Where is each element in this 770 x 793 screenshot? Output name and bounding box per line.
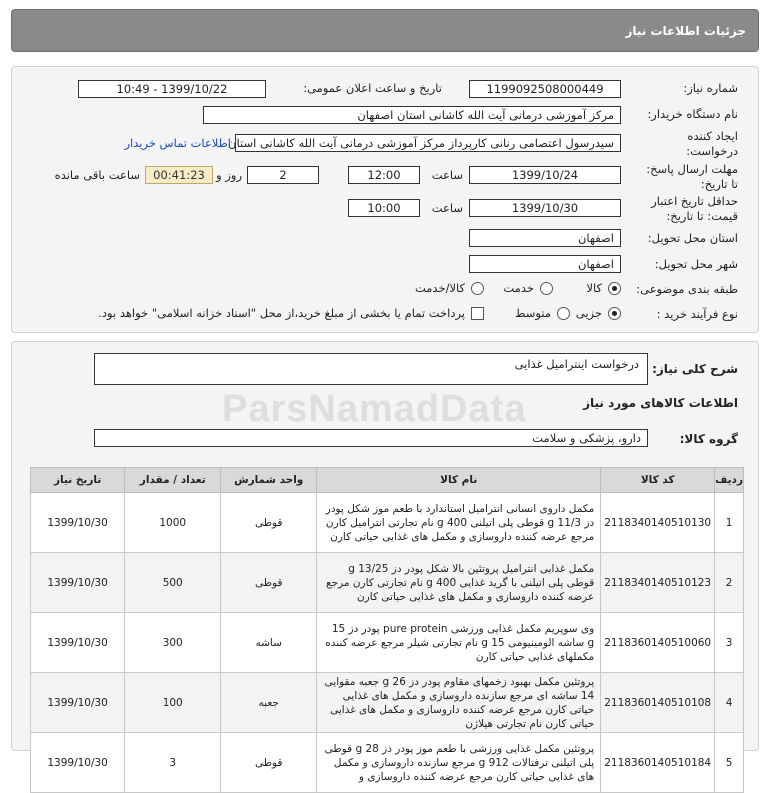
process-radio-minor[interactable] [576,306,621,320]
col-qty-header: تعداد / مقدار [125,468,221,493]
buyer-contact-link[interactable]: اطلاعات تماس خریدار [124,136,231,150]
row-qty: 100 [125,673,221,733]
buyer-field: مرکز آموزشی درمانی آیت الله کاشانی استان اصفهان [203,106,621,124]
city-label: شهر محل تحویل: [654,257,738,271]
validity-label-2: قیمت: تا تاریخ: [666,209,738,223]
radio-selected-icon[interactable] [608,307,621,320]
row-unit: قوطی [221,733,317,793]
col-date-header: تاریخ نیاز [31,468,125,493]
row-index: 5 [715,733,744,793]
table-row[interactable] [31,553,744,613]
row-name-cell [317,673,601,733]
goods-table [30,467,744,793]
col-index-header: ردیف [715,468,744,493]
row-name-cell [317,613,601,673]
row-date: 1399/10/30 [31,613,125,673]
goods-group-label: گروه کالا: [679,432,738,446]
category-radio-service[interactable] [503,281,553,295]
row-date: 1399/10/30 [31,553,125,613]
validity-time-label: ساعت [431,201,463,215]
table-row[interactable] [31,613,744,673]
row-unit: ساشه [221,613,317,673]
radio-unselected-icon[interactable] [540,282,553,295]
row-name: پروتئین مکمل بهبود زخمهای مقاوم پودر دز 26 g جعبه مقوایی 14 ساشه ای مرجع سازنده داروسازی و مکمل های غذایی حیاتی کارن مرجع عرضه کننده داروسازی و مکمل های غذایی حیاتی کارن نام تجارتی هیلاژن [324,675,595,730]
row-index: 1 [715,493,744,553]
row-name: مکمل داروی انسانی انترامیل استاندارد با طعم موز شکل پودر دز 11/3 g قوطی پلی اتیلنی 400 g نام تجارتی انترامیل کارن مرجع عرضه کننده داروسازی و مکمل های غذایی حیاتی کارن [325,502,595,543]
row-name-cell [317,733,601,793]
process-radio-medium[interactable] [515,306,570,320]
remaining-timer: 00:41:23 [145,166,213,184]
row-code: 2118360140510108 [601,673,715,733]
province-field: اصفهان [469,229,621,247]
need-desc-field: درخواست اینترامیل غذایی [94,353,648,385]
category-radio-goods-service[interactable] [415,281,484,295]
goods-group-field: دارو، پزشکی و سلامت [94,429,648,447]
need-desc-label: شرح کلی نیاز: [652,362,738,376]
row-unit: قوطی [221,553,317,613]
row-code: 2118360140510184 [601,733,715,793]
radio-selected-icon[interactable] [608,282,621,295]
creator-label-2: درخواست: [686,144,738,158]
row-name: پروتئین مکمل غذایی ورزشی با طعم موز پودر دز 28 g قوطی پلی اتیلنی ترفتالات 912 g مرجع سازنده داروسازی و مکمل های غذایی حیاتی کارن مرجع عرضه کننده داروسازی و [324,742,595,783]
table-row[interactable] [31,733,744,793]
send-time-label: ساعت [431,168,463,182]
validity-date-field: 1399/10/30 [469,199,621,217]
row-unit: جعبه [221,673,317,733]
send-deadline-label-2: تا تاریخ: [700,177,738,191]
category-option-goods: کالا [586,281,602,295]
days-field: 2 [247,166,319,184]
send-time-field: 12:00 [348,166,420,184]
category-radio-goods[interactable] [586,281,621,295]
province-label: استان محل تحویل: [647,231,738,245]
process-option-minor: جزیی [575,306,602,320]
need-info-panel [11,66,759,333]
row-name: مکمل غذایی انترامیل پروتئین بالا شکل پودر دز 13/25 g قوطی پلی اتیلنی با گرید غذایی 400 g نام تجارتی کارن مرجع عرضه کننده داروسازی و مکمل های غذایی حیاتی کارن [325,562,595,603]
radio-unselected-icon[interactable] [557,307,570,320]
table-header-row [31,468,744,493]
row-qty: 1000 [125,493,221,553]
remaining-label: ساعت باقی مانده [54,168,140,182]
row-index: 3 [715,613,744,673]
row-code: 2118340140510123 [601,553,715,613]
goods-info-title: اطلاعات کالاهای مورد نیاز [583,396,738,410]
row-code: 2118360140510060 [601,613,715,673]
row-name-cell [317,553,601,613]
category-label: طبقه بندی موضوعی: [636,282,738,296]
col-unit-header: واحد شمارش [221,468,317,493]
row-date: 1399/10/30 [31,493,125,553]
validity-time-field: 10:00 [348,199,420,217]
need-number-field: 1199092508000449 [469,80,621,98]
payment-checkbox[interactable] [98,306,484,320]
row-date: 1399/10/30 [31,673,125,733]
row-unit: قوطی [221,493,317,553]
row-name-cell [317,493,601,553]
process-label: نوع فرآیند خرید : [656,307,738,321]
checkbox-icon[interactable] [471,307,484,320]
process-option-medium: متوسط [514,306,551,320]
creator-label-1: ایجاد کننده [687,129,738,143]
creator-field: سیدرسول اعتصامی رنانی کارپرداز مرکز آموزشی درمانی آیت الله کاشانی استان [235,134,621,152]
row-index: 4 [715,673,744,733]
row-name: وی سوپریم مکمل غذایی ورزشی pure protein پودر دز 15 g ساشه الومینیومی 15 g نام تجارتی شیلر مرجع عرضه کننده مکملهای غذایی حیاتی کارن [325,622,595,663]
row-qty: 3 [125,733,221,793]
send-date-field: 1399/10/24 [469,166,621,184]
announce-label: تاریخ و ساعت اعلان عمومی: [303,81,442,95]
table-row[interactable] [31,493,744,553]
col-name-header: نام کالا [317,468,601,493]
page-header [11,9,759,52]
validity-label-1: حداقل تاریخ اعتبار [651,194,738,208]
table-row[interactable] [31,673,744,733]
row-qty: 500 [125,553,221,613]
city-field: اصفهان [469,255,621,273]
page-title: جزئیات اطلاعات نیاز [625,24,746,38]
days-label: روز و [216,168,242,182]
category-option-service: خدمت [503,281,534,295]
col-code-header: کد کالا [601,468,715,493]
buyer-label: نام دستگاه خریدار: [647,107,738,121]
watermark: ParsNamadData [222,388,527,430]
announce-field: 1399/10/22 - 10:49 [78,80,266,98]
row-index: 2 [715,553,744,613]
need-number-label: شماره نیاز: [683,81,738,95]
category-option-goods-service: کالا/خدمت [414,281,465,295]
row-date: 1399/10/30 [31,733,125,793]
payment-note: پرداخت تمام یا بخشی از مبلغ خرید،از محل "اسناد خزانه اسلامی" خواهد بود. [98,306,465,320]
radio-unselected-icon[interactable] [471,282,484,295]
row-qty: 300 [125,613,221,673]
row-code: 2118340140510130 [601,493,715,553]
send-deadline-label-1: مهلت ارسال پاسخ: [646,162,738,176]
